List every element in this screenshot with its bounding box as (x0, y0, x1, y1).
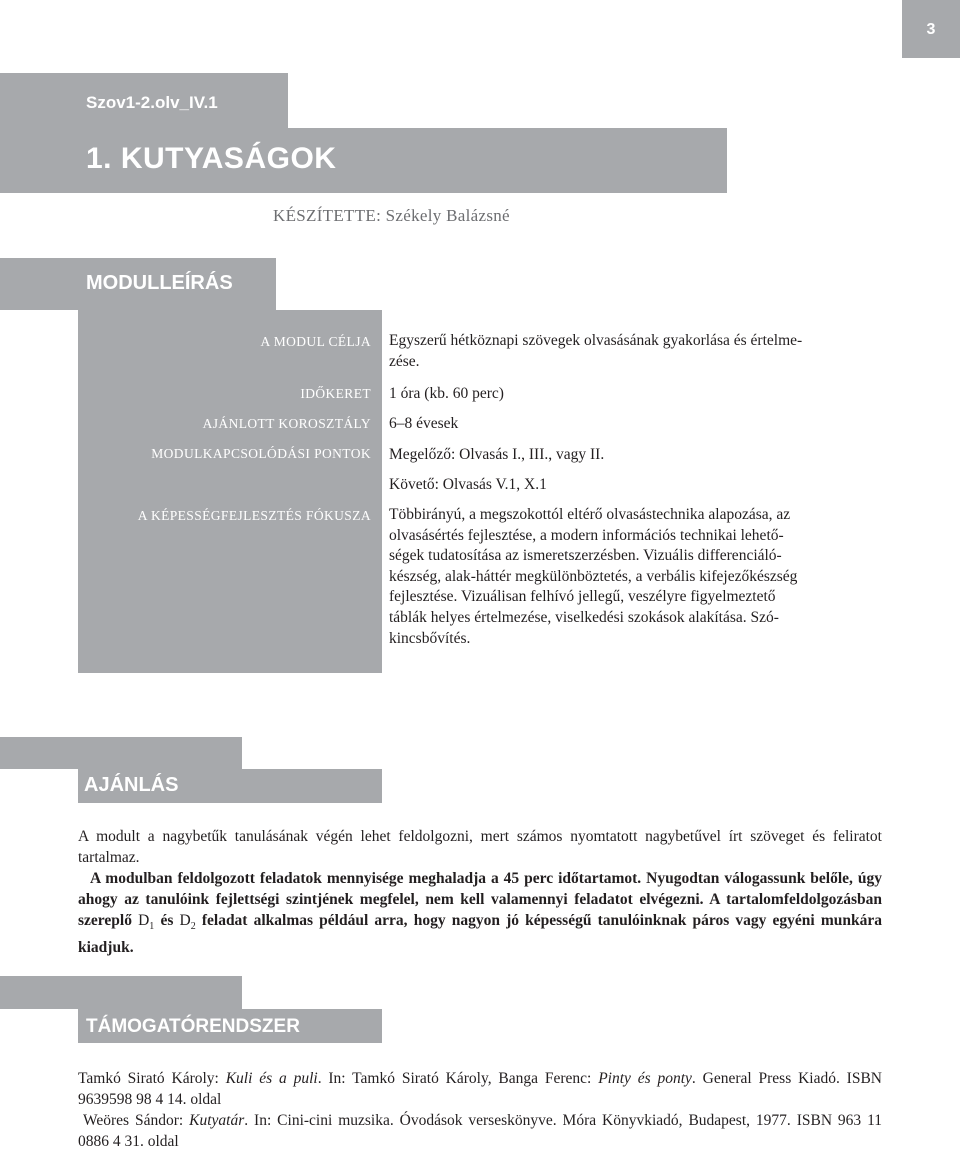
focus-line: fejlesztése. Vizuálisan felhívó jellegű, veszélyre figyelmeztető (389, 588, 776, 606)
links-next-value: Követő: Olvasás V.1, X.1 (389, 476, 547, 493)
focus-line: olvasásértés fejlesztése, a modern információs technikai lehető- (389, 526, 784, 544)
label-focus: A KÉPESSÉGFEJLESZTÉS FÓKUSZA (137, 508, 371, 523)
author-line: KÉSZÍTETTE: Székely Balázsné (273, 206, 510, 225)
focus-text (389, 505, 859, 649)
reference-2-source: . In: Cini-cini muzsika. Óvodások verseskönyve. Móra Könyvkiadó, Budapest, 1977. ISBN 963 11 0886 4 31. oldal (78, 1112, 883, 1150)
recommendation-paragraph-1: A modult a nagybetűk tanulásának végén lehet feldolgozni, mert számos nyomtatott nagybetűvel írt szöveget és feliratot tartalmaz. (78, 828, 882, 866)
label-links: MODULKAPCSOLÓDÁSI PONTOK (151, 446, 371, 461)
goal-line-2: zése. (389, 352, 420, 370)
focus-line: készség, alak-háttér megkülönböztetés, a verbális kifejezőkészség (389, 567, 798, 585)
recommendation-bar-top (0, 737, 242, 769)
focus-line: kincsbővítés. (389, 629, 471, 647)
page-title: 1. KUTYASÁGOK (86, 142, 337, 175)
and-word: és (154, 912, 180, 929)
reference-1 (78, 1068, 882, 1110)
recommendation-text (78, 826, 882, 958)
reference-2-author: Weöres Sándor: (83, 1112, 190, 1129)
labels-column (78, 310, 382, 673)
reference-1-source: . In: Tamkó Sirató Károly, Banga Ferenc: (317, 1070, 599, 1087)
support-heading: TÁMOGATÓRENDSZER (86, 1016, 300, 1037)
focus-line: Többirányú, a megszokottól eltérő olvasástechnika alapozása, az (389, 506, 791, 523)
module-code: Szov1-2.olv_IV.1 (86, 93, 218, 112)
label-age: AJÁNLOTT KOROSZTÁLY (202, 416, 371, 431)
recommendation-paragraph-2-end: feladat alkalmas például arra, hogy nagyon jó képességű tanulóinknak páros vagy egyéni munkára kiadjuk. (78, 912, 882, 957)
reference-2-title: Kutyatár (189, 1112, 245, 1129)
reference-1-author: Tamkó Sirató Károly: (78, 1070, 226, 1087)
focus-line: ségek tudatosítása az ismeretszerzésben. Vizuális differenciáló- (389, 547, 782, 565)
reference-2 (78, 1110, 882, 1152)
label-goal: A MODUL CÉLJA (260, 334, 371, 349)
module-description-heading: MODULLEÍRÁS (86, 272, 233, 294)
links-prev-value: Megelőző: Olvasás I., III., vagy II. (389, 446, 605, 463)
time-value: 1 óra (kb. 60 perc) (389, 385, 504, 402)
recommendation-paragraph-2-start: A modulban feldolgozott feladatok mennyisége meghaladja a 45 perc időtartamot. Nyugodtan válogassunk belőle, úgy ahogy az tanulóink fejlettségi szintjének megfelel, nem kell valamennyi feladatot elvégezni. A tartalomfeldolgozásban szereplő (78, 870, 882, 929)
label-time: IDŐKERET (300, 386, 371, 401)
references (78, 1068, 882, 1152)
d-letter-2: D (179, 912, 191, 929)
reference-1-title: Kuli és a puli (225, 1070, 318, 1087)
page-number: 3 (902, 0, 960, 58)
d-subscript-2: 2 (190, 921, 196, 933)
reference-1-publisher: . General Press Kiadó. ISBN 9639598 98 4 14. oldal (78, 1070, 882, 1108)
age-value: 6–8 évesek (389, 415, 459, 432)
support-bar-top (0, 976, 242, 1009)
reference-1-book: Pinty és ponty (598, 1070, 692, 1087)
focus-line: táblák helyes értelmezése, viselkedési szokások alakítása. Szó- (389, 608, 779, 626)
goal-line-1: Egyszerű hétköznapi szövegek olvasásának gyakorlása és értelme- (389, 332, 803, 349)
recommendation-heading: AJÁNLÁS (84, 774, 179, 796)
recommendation-paragraph-2 (78, 868, 882, 958)
d-subscript-1: 1 (149, 921, 155, 933)
goal-text (389, 331, 867, 372)
d-letter-1: D (138, 912, 150, 929)
